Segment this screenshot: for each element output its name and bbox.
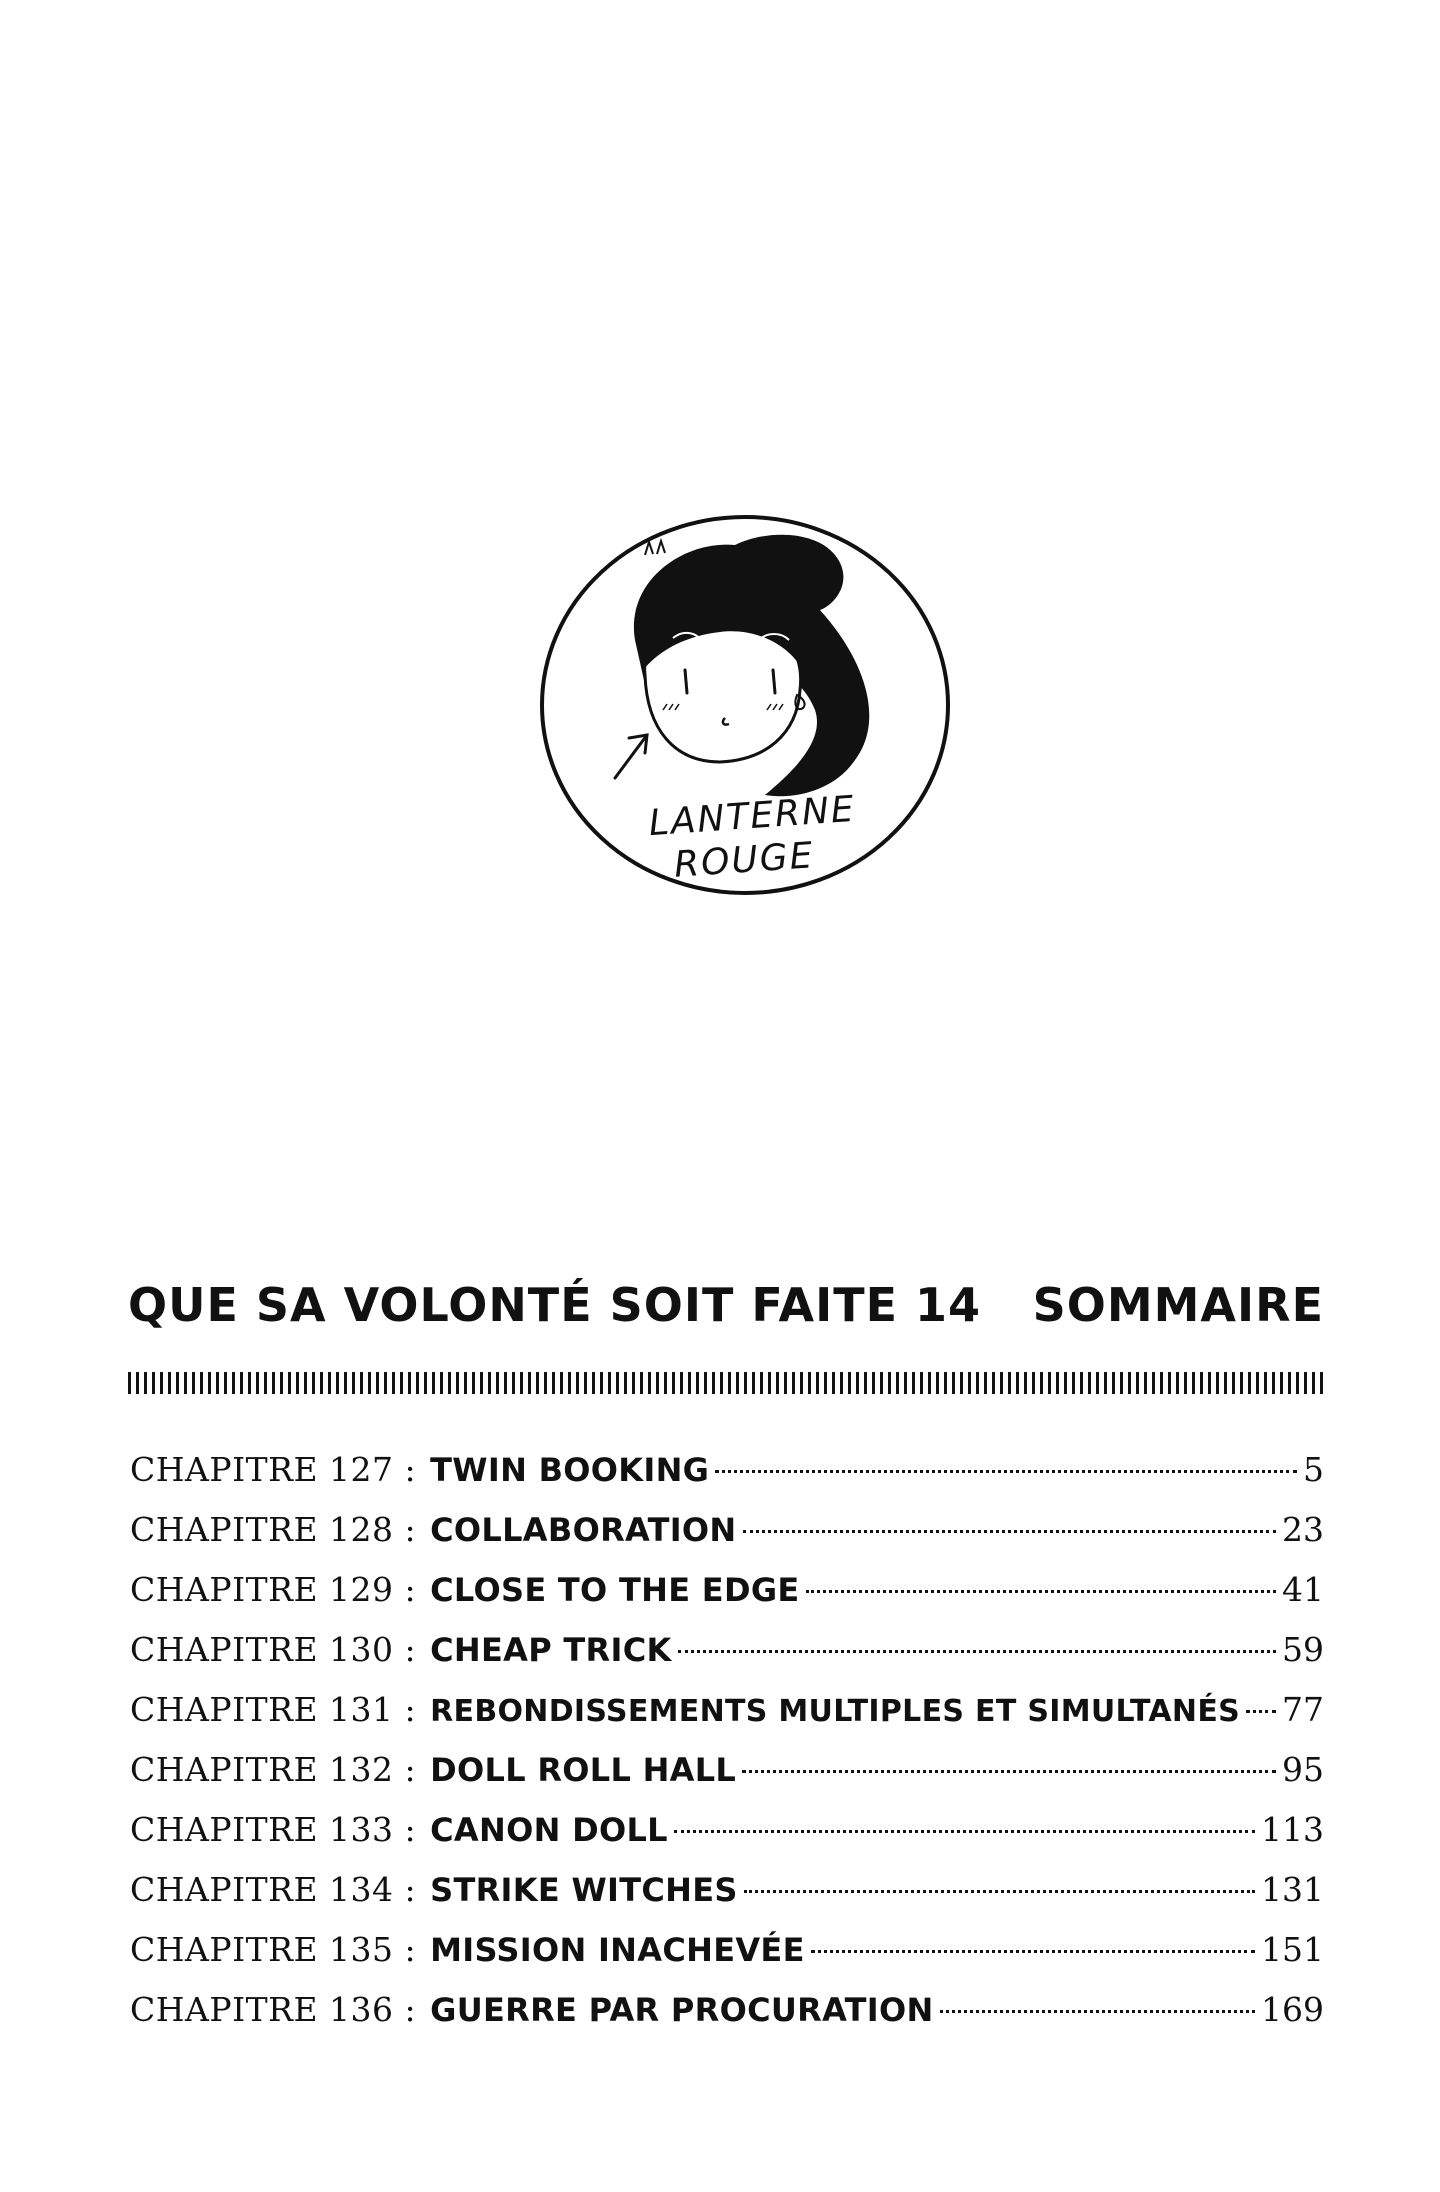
chapter-label: CHAPITRE 134 : <box>130 1870 417 1909</box>
dot-leader <box>715 1470 1297 1473</box>
dot-leader <box>742 1770 1276 1773</box>
dot-leader <box>678 1650 1276 1653</box>
dot-leader <box>811 1950 1255 1953</box>
page-number: 77 <box>1282 1690 1324 1729</box>
page-number: 59 <box>1282 1630 1324 1669</box>
chapter-label: CHAPITRE 132 : <box>130 1750 417 1789</box>
page-number: 5 <box>1303 1450 1324 1489</box>
dot-leader <box>1246 1710 1276 1713</box>
toc-entry-130[interactable] <box>130 1620 1324 1680</box>
toc-entry-128[interactable] <box>130 1500 1324 1560</box>
illustration-caption-line1: LANTERNE <box>647 788 857 845</box>
page-number: 23 <box>1282 1510 1324 1549</box>
chapter-title: DOLL ROLL HALL <box>430 1751 737 1789</box>
page-number: 151 <box>1261 1930 1324 1969</box>
illustration-caption-line2: ROUGE <box>672 835 816 886</box>
chapter-title: COLLABORATION <box>430 1511 737 1549</box>
toc-entry-133[interactable] <box>130 1800 1324 1860</box>
chapter-title: STRIKE WITCHES <box>430 1871 738 1909</box>
chapter-label: CHAPITRE 127 : <box>130 1450 417 1489</box>
toc-entry-136[interactable] <box>130 1980 1324 2040</box>
dot-leader <box>743 1530 1276 1533</box>
dot-leader <box>744 1890 1255 1893</box>
chapter-label: CHAPITRE 135 : <box>130 1930 417 1969</box>
toc-entry-132[interactable] <box>130 1740 1324 1800</box>
toc-entry-127[interactable] <box>130 1440 1324 1500</box>
dot-leader <box>806 1590 1276 1593</box>
chapter-label: CHAPITRE 128 : <box>130 1510 417 1549</box>
page-number: 113 <box>1261 1810 1324 1849</box>
chapter-title: CLOSE TO THE EDGE <box>430 1571 800 1609</box>
page-number: 95 <box>1282 1750 1324 1789</box>
dot-leader <box>940 2010 1255 2013</box>
lanterne-rouge-illustration <box>535 510 955 900</box>
chapter-label: CHAPITRE 136 : <box>130 1990 417 2029</box>
chapter-label: CHAPITRE 130 : <box>130 1630 417 1669</box>
girl-left-eye <box>685 670 687 693</box>
chapter-title: TWIN BOOKING <box>430 1451 710 1489</box>
chapter-label: CHAPITRE 133 : <box>130 1810 417 1849</box>
book-title: QUE SA VOLONTÉ SOIT FAITE 14 <box>128 1278 982 1332</box>
toc-entry-134[interactable] <box>130 1860 1324 1920</box>
chapter-label: CHAPITRE 131 : <box>130 1690 417 1729</box>
stress-marks-icon <box>645 541 665 555</box>
toc-entry-131[interactable] <box>130 1680 1324 1740</box>
toc-header <box>128 1278 1324 1332</box>
girl-right-eye <box>773 670 775 693</box>
chapter-title: CANON DOLL <box>430 1811 668 1849</box>
chapter-title: CHEAP TRICK <box>430 1631 672 1669</box>
arrow-icon <box>615 735 647 778</box>
page-number: 41 <box>1282 1570 1324 1609</box>
decorative-tick-rule <box>128 1372 1324 1394</box>
chapter-title: MISSION INACHEVÉE <box>430 1931 805 1969</box>
chapter-label: CHAPITRE 129 : <box>130 1570 417 1609</box>
toc-entry-129[interactable] <box>130 1560 1324 1620</box>
page-number: 169 <box>1261 1990 1324 2029</box>
section-title: SOMMAIRE <box>1032 1278 1324 1332</box>
table-of-contents <box>130 1440 1324 2040</box>
chapter-title: GUERRE PAR PROCURATION <box>430 1991 934 2029</box>
page-number: 131 <box>1261 1870 1324 1909</box>
toc-entry-135[interactable] <box>130 1920 1324 1980</box>
chapter-title: REBONDISSEMENTS MULTIPLES ET SIMULTANÉS <box>430 1694 1241 1729</box>
dot-leader <box>674 1830 1255 1833</box>
